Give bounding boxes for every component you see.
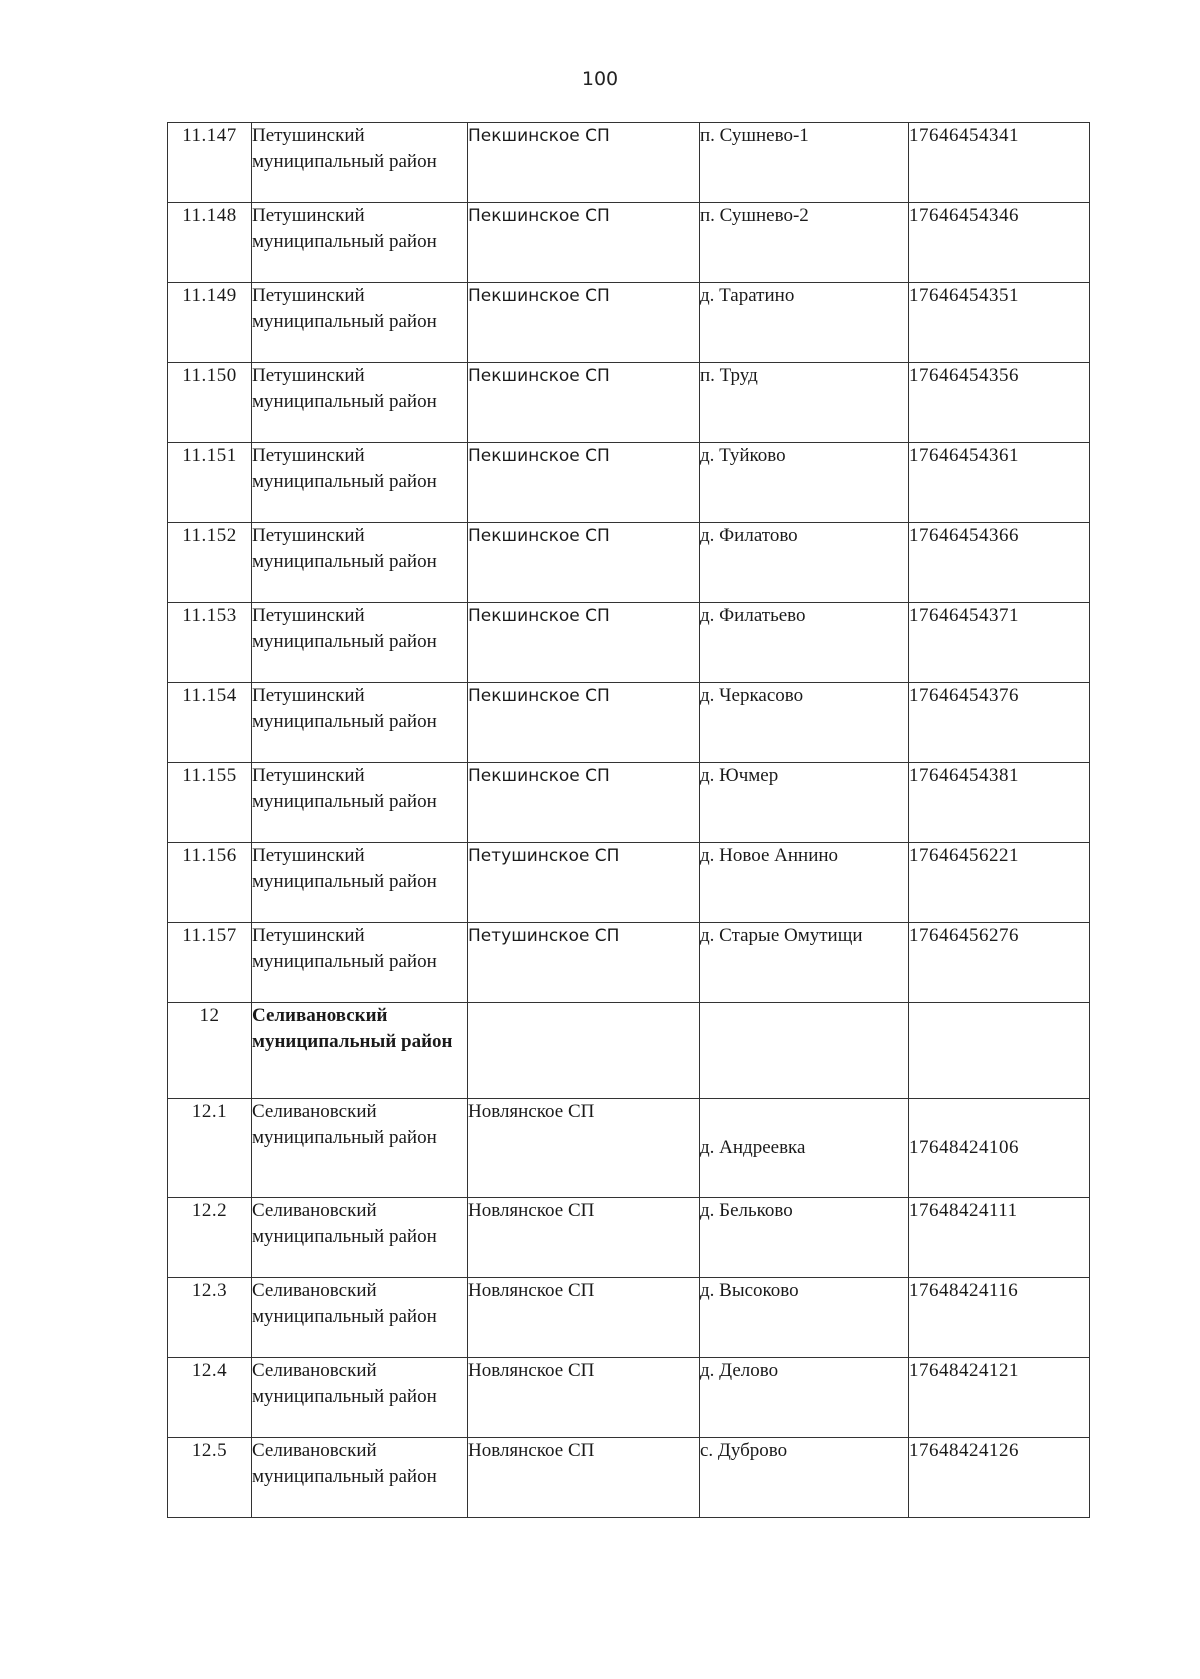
oktmo-code: 17646454361	[909, 443, 1090, 523]
locality-name: п. Сушнево-1	[700, 123, 909, 203]
settlement-name: Новлянское СП	[468, 1358, 700, 1438]
row-number: 12.5	[168, 1438, 252, 1518]
oktmo-code: 17648424116	[909, 1278, 1090, 1358]
locality-name: д. Делово	[700, 1358, 909, 1438]
district-name: Петушинский муниципальный район	[252, 523, 468, 603]
settlement-name: Пекшинское СП	[468, 603, 700, 683]
oktmo-code: 17646456276	[909, 923, 1090, 1003]
row-number: 11.156	[168, 843, 252, 923]
settlement-name: Петушинское СП	[468, 923, 700, 1003]
district-heading-row	[168, 1003, 1090, 1099]
table-row	[168, 923, 1090, 1003]
locality-name: п. Сушнево-2	[700, 203, 909, 283]
table-row	[168, 443, 1090, 523]
locality-name: с. Дуброво	[700, 1438, 909, 1518]
locality-name: д. Бельково	[700, 1198, 909, 1278]
district-name: Петушинский муниципальный район	[252, 603, 468, 683]
settlement-name: Пекшинское СП	[468, 683, 700, 763]
table-row	[168, 1438, 1090, 1518]
row-number: 12.1	[168, 1099, 252, 1198]
locality-name: д. Андреевка	[700, 1099, 909, 1198]
district-name: Селивановский муниципальный район	[252, 1198, 468, 1278]
settlements-table	[167, 122, 1090, 1518]
oktmo-code: 17648424121	[909, 1358, 1090, 1438]
district-name: Петушинский муниципальный район	[252, 763, 468, 843]
settlement-name: Пекшинское СП	[468, 443, 700, 523]
row-number: 11.155	[168, 763, 252, 843]
oktmo-code	[909, 1003, 1090, 1099]
row-number: 11.153	[168, 603, 252, 683]
district-name: Селивановский муниципальный район	[252, 1003, 468, 1099]
row-number: 12.3	[168, 1278, 252, 1358]
district-name: Петушинский муниципальный район	[252, 203, 468, 283]
district-name: Петушинский муниципальный район	[252, 283, 468, 363]
row-number: 12.2	[168, 1198, 252, 1278]
oktmo-code: 17646454356	[909, 363, 1090, 443]
settlement-name: Новлянское СП	[468, 1099, 700, 1198]
oktmo-code: 17648424106	[909, 1099, 1090, 1198]
locality-name: д. Филатово	[700, 523, 909, 603]
oktmo-code: 17648424126	[909, 1438, 1090, 1518]
row-number: 11.152	[168, 523, 252, 603]
oktmo-code: 17646454351	[909, 283, 1090, 363]
district-name: Петушинский муниципальный район	[252, 363, 468, 443]
row-number: 11.150	[168, 363, 252, 443]
table-row	[168, 683, 1090, 763]
oktmo-code: 17646454366	[909, 523, 1090, 603]
district-name: Селивановский муниципальный район	[252, 1358, 468, 1438]
district-name: Селивановский муниципальный район	[252, 1099, 468, 1198]
district-name: Селивановский муниципальный район	[252, 1278, 468, 1358]
locality-name: д. Новое Аннино	[700, 843, 909, 923]
table-row	[168, 363, 1090, 443]
locality-name: д. Ючмер	[700, 763, 909, 843]
table-row	[168, 1358, 1090, 1438]
locality-name: д. Старые Омутищи	[700, 923, 909, 1003]
oktmo-code: 17646454376	[909, 683, 1090, 763]
row-number: 11.149	[168, 283, 252, 363]
settlement-name: Новлянское СП	[468, 1278, 700, 1358]
table-row	[168, 1198, 1090, 1278]
page-number: 100	[581, 68, 619, 90]
table-row	[168, 763, 1090, 843]
row-number: 11.151	[168, 443, 252, 523]
locality-name	[700, 1003, 909, 1099]
district-name: Селивановский муниципальный район	[252, 1438, 468, 1518]
row-number: 12.4	[168, 1358, 252, 1438]
locality-name: д. Филатьево	[700, 603, 909, 683]
row-number: 12	[168, 1003, 252, 1099]
locality-name: п. Труд	[700, 363, 909, 443]
district-name: Петушинский муниципальный район	[252, 923, 468, 1003]
settlement-name: Пекшинское СП	[468, 763, 700, 843]
district-name: Петушинский муниципальный район	[252, 683, 468, 763]
row-number: 11.157	[168, 923, 252, 1003]
row-number: 11.148	[168, 203, 252, 283]
settlement-name: Новлянское СП	[468, 1438, 700, 1518]
oktmo-code: 17646456221	[909, 843, 1090, 923]
table-row	[168, 283, 1090, 363]
table-row	[168, 523, 1090, 603]
oktmo-code: 17646454346	[909, 203, 1090, 283]
row-number: 11.154	[168, 683, 252, 763]
table-row	[168, 843, 1090, 923]
settlement-name: Пекшинское СП	[468, 123, 700, 203]
settlement-name: Петушинское СП	[468, 843, 700, 923]
locality-name: д. Туйково	[700, 443, 909, 523]
locality-name: д. Черкасово	[700, 683, 909, 763]
oktmo-code: 17646454341	[909, 123, 1090, 203]
table-row	[168, 1099, 1090, 1198]
oktmo-code: 17646454371	[909, 603, 1090, 683]
district-name: Петушинский муниципальный район	[252, 123, 468, 203]
district-name: Петушинский муниципальный район	[252, 843, 468, 923]
district-name: Петушинский муниципальный район	[252, 443, 468, 523]
settlement-name: Пекшинское СП	[468, 363, 700, 443]
table-row	[168, 123, 1090, 203]
settlement-name: Новлянское СП	[468, 1198, 700, 1278]
locality-name: д. Таратино	[700, 283, 909, 363]
row-number: 11.147	[168, 123, 252, 203]
settlement-name	[468, 1003, 700, 1099]
settlement-name: Пекшинское СП	[468, 203, 700, 283]
settlement-name: Пекшинское СП	[468, 283, 700, 363]
oktmo-code: 17648424111	[909, 1198, 1090, 1278]
table-row	[168, 603, 1090, 683]
table-row	[168, 1278, 1090, 1358]
table-row	[168, 203, 1090, 283]
locality-name: д. Высоково	[700, 1278, 909, 1358]
settlement-name: Пекшинское СП	[468, 523, 700, 603]
oktmo-code: 17646454381	[909, 763, 1090, 843]
